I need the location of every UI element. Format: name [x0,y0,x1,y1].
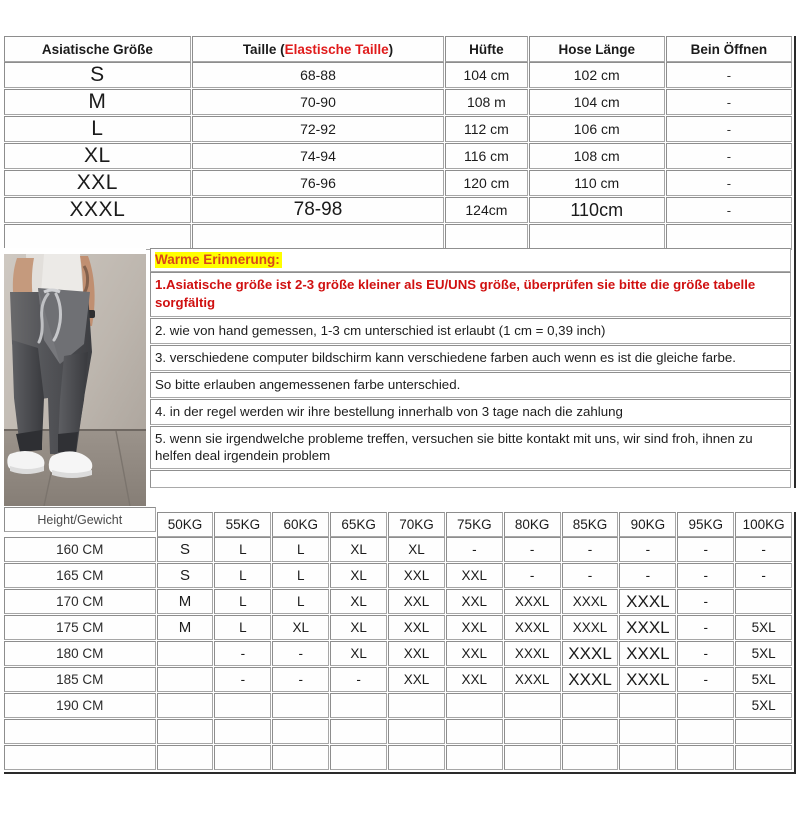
table-row [4,224,792,250]
size-recommendation-cell: XL [330,537,387,562]
size-recommendation-cell: - [272,667,329,692]
size-recommendation-cell [388,719,445,744]
size-recommendation-cell: XXL [388,667,445,692]
size-recommendation-cell [272,693,329,718]
height-cell: 180 CM [4,641,156,666]
size-recommendation-cell: L [214,589,271,614]
size-recommendation-cell [504,719,561,744]
header-weight: 65KG [330,512,387,537]
reminder-item: 1.Asiatische größe ist 2-3 größe kleiner als EU/UNS größe, überprüfen sie bitte die größe tabelle sorgfältig [150,272,791,317]
size-recommendation-cell: 5XL [735,641,792,666]
table-row [4,693,792,718]
size-cell-hip: 116 cm [445,143,528,169]
reminder-item: 2. wie von hand gemessen, 1-3 cm unterschied ist erlaubt (1 cm = 0,39 inch) [150,318,791,344]
size-recommendation-cell [157,667,214,692]
table-row [4,589,792,614]
size-recommendation-cell [504,693,561,718]
height-weight-table [4,512,796,774]
size-recommendation-cell: XXL [446,615,503,640]
size-cell-length: 104 cm [529,89,665,115]
size-cell-hip: 120 cm [445,170,528,196]
size-recommendation-cell: XL [330,615,387,640]
product-photo [4,248,146,506]
size-recommendation-cell: L [214,563,271,588]
size-recommendation-cell [735,589,792,614]
size-recommendation-cell: XXXL [504,641,561,666]
height-weight-body [4,537,792,770]
size-cell-size: XXXL [4,197,191,223]
size-cell-leg: - [666,143,792,169]
header-weight: 70KG [388,512,445,537]
size-recommendation-cell: - [677,537,734,562]
size-recommendation-cell: XXXL [562,615,619,640]
size-cell-hip: 124cm [445,197,528,223]
size-recommendation-cell [214,745,271,770]
height-cell: 165 CM [4,563,156,588]
size-recommendation-cell: L [214,537,271,562]
size-recommendation-cell: XXXL [504,615,561,640]
height-cell: 160 CM [4,537,156,562]
size-recommendation-cell [619,719,676,744]
size-recommendation-cell: - [562,563,619,588]
size-recommendation-cell [272,719,329,744]
size-recommendation-cell [157,719,214,744]
header-weight: 85KG [562,512,619,537]
size-recommendation-cell [446,745,503,770]
size-recommendation-cell [157,641,214,666]
size-recommendation-cell: XXL [388,589,445,614]
header-weight: 75KG [446,512,503,537]
reminder-item [150,470,791,488]
size-cell-waist: 70-90 [192,89,444,115]
size-cell-hip [445,224,528,250]
height-cell: 175 CM [4,615,156,640]
size-recommendation-cell: XXXL [619,667,676,692]
size-recommendation-cell [562,693,619,718]
size-cell-waist: 76-96 [192,170,444,196]
table-row [4,170,792,196]
height-cell: 170 CM [4,589,156,614]
table-row [4,197,792,223]
size-recommendation-cell: S [157,563,214,588]
size-recommendation-cell [677,719,734,744]
table-row [4,745,792,770]
size-cell-waist: 68-88 [192,62,444,88]
size-recommendation-cell [214,719,271,744]
size-recommendation-cell: - [677,563,734,588]
header-pant-length: Hose Länge [529,36,665,62]
size-recommendation-cell: - [504,563,561,588]
header-hip: Hüfte [445,36,528,62]
size-recommendation-cell [619,693,676,718]
size-recommendation-cell [619,745,676,770]
header-weight: 55KG [214,512,271,537]
size-cell-leg: - [666,116,792,142]
size-cell-size: S [4,62,191,88]
size-table-header-row [4,36,792,62]
size-recommendation-cell: - [677,667,734,692]
size-cell-length: 102 cm [529,62,665,88]
size-recommendation-cell: - [677,615,734,640]
header-weight: 80KG [504,512,561,537]
size-recommendation-cell: XXXL [504,667,561,692]
size-recommendation-cell [388,745,445,770]
header-weight: 95KG [677,512,734,537]
size-cell-leg [666,224,792,250]
height-weight-header-row [4,512,792,537]
size-cell-length [529,224,665,250]
size-recommendation-cell: - [504,537,561,562]
size-cell-size [4,224,191,250]
height-cell [4,719,156,744]
table-row [4,667,792,692]
header-weight: 100KG [735,512,792,537]
size-cell-leg: - [666,197,792,223]
size-cell-length: 106 cm [529,116,665,142]
reminder-item: 4. in der regel werden wir ihre bestellung innerhalb von 3 tage nach die zahlung [150,399,791,425]
size-table-body [4,62,792,250]
size-cell-hip: 112 cm [445,116,528,142]
size-recommendation-cell: - [619,537,676,562]
size-recommendation-cell [157,693,214,718]
size-cell-length: 110 cm [529,170,665,196]
size-recommendation-cell: XL [272,615,329,640]
header-weight: 50KG [157,512,214,537]
size-recommendation-cell: - [677,589,734,614]
size-recommendation-cell: XXXL [562,641,619,666]
size-cell-hip: 104 cm [445,62,528,88]
table-row [4,615,792,640]
reminder-item: So bitte erlauben angemessenen farbe unterschied. [150,372,791,398]
table-row [4,62,792,88]
height-cell: 190 CM [4,693,156,718]
table-row [4,116,792,142]
header-asian-size: Asiatische Größe [4,36,191,62]
reminder-title: Warme Erinnerung: [155,252,280,267]
size-cell-waist: 74-94 [192,143,444,169]
size-cell-size: XL [4,143,191,169]
size-cell-hip: 108 m [445,89,528,115]
size-recommendation-cell: - [619,563,676,588]
size-recommendation-cell: - [214,641,271,666]
size-recommendation-cell [446,719,503,744]
size-recommendation-cell: L [272,537,329,562]
size-recommendation-cell: - [677,641,734,666]
size-recommendation-cell: XXXL [619,641,676,666]
size-recommendation-cell [562,719,619,744]
reminder-item: 3. verschiedene computer bildschirm kann verschiedene farben auch wenn es ist die gleiche farbe. [150,345,791,371]
size-recommendation-cell: - [562,537,619,562]
header-weight: 60KG [272,512,329,537]
size-recommendation-cell: XXXL [619,615,676,640]
size-recommendation-cell: 5XL [735,693,792,718]
size-recommendation-cell [330,693,387,718]
table-row [4,563,792,588]
size-recommendation-cell [157,745,214,770]
reminder-notes-body [150,272,791,488]
size-recommendation-cell [562,745,619,770]
size-table [4,36,796,250]
size-recommendation-cell: XXXL [504,589,561,614]
header-height-weight: Height/Gewicht [4,507,156,532]
size-cell-size: M [4,89,191,115]
reminder-item: 5. wenn sie irgendwelche probleme treffen, versuchen sie bitte kontakt mit uns, wir sind froh, ihnen zu helfen deal irgendein problem [150,426,791,469]
table-row [4,719,792,744]
size-cell-size: L [4,116,191,142]
size-recommendation-cell: M [157,589,214,614]
size-cell-length: 110cm [529,197,665,223]
size-recommendation-cell [735,719,792,744]
size-recommendation-cell: XXL [388,563,445,588]
reminder-title-row [150,248,791,272]
size-recommendation-cell: XXL [388,641,445,666]
size-recommendation-cell: XL [330,563,387,588]
size-cell-size: XXL [4,170,191,196]
size-recommendation-cell: XXXL [619,589,676,614]
height-cell: 185 CM [4,667,156,692]
size-recommendation-cell: XXXL [562,589,619,614]
size-cell-waist [192,224,444,250]
table-row [4,537,792,562]
size-recommendation-cell: L [272,563,329,588]
size-recommendation-cell [677,693,734,718]
header-weight: 90KG [619,512,676,537]
size-recommendation-cell: M [157,615,214,640]
table-row [4,143,792,169]
size-recommendation-cell [446,693,503,718]
size-recommendation-cell [735,745,792,770]
size-recommendation-cell: 5XL [735,615,792,640]
size-recommendation-cell: - [272,641,329,666]
size-recommendation-cell: XL [330,641,387,666]
size-recommendation-cell [388,693,445,718]
size-recommendation-cell [214,693,271,718]
height-cell [4,745,156,770]
size-recommendation-cell: XL [388,537,445,562]
size-recommendation-cell: XL [330,589,387,614]
size-recommendation-cell: 5XL [735,667,792,692]
size-recommendation-cell: L [272,589,329,614]
size-recommendation-cell: XXL [446,667,503,692]
size-recommendation-cell: XXL [446,641,503,666]
size-recommendation-cell [330,745,387,770]
size-recommendation-cell: - [330,667,387,692]
reminder-notes [150,248,796,488]
size-recommendation-cell: - [214,667,271,692]
size-recommendation-cell: XXXL [562,667,619,692]
size-cell-leg: - [666,89,792,115]
size-recommendation-cell [272,745,329,770]
size-recommendation-cell: XXL [388,615,445,640]
size-recommendation-cell: - [446,537,503,562]
size-recommendation-cell: XXL [446,589,503,614]
size-recommendation-cell: - [735,537,792,562]
header-leg-opening: Bein Öffnen [666,36,792,62]
size-cell-leg: - [666,170,792,196]
size-recommendation-cell: S [157,537,214,562]
size-recommendation-cell: XXL [446,563,503,588]
header-waist: Taille ( Elastische Taille ) [192,36,444,62]
size-cell-length: 108 cm [529,143,665,169]
size-cell-waist: 72-92 [192,116,444,142]
size-recommendation-cell: - [735,563,792,588]
size-cell-waist: 78-98 [192,197,444,223]
table-row [4,641,792,666]
size-recommendation-cell [330,719,387,744]
size-recommendation-cell: L [214,615,271,640]
table-row [4,89,792,115]
size-recommendation-cell [677,745,734,770]
size-cell-leg: - [666,62,792,88]
size-recommendation-cell [504,745,561,770]
